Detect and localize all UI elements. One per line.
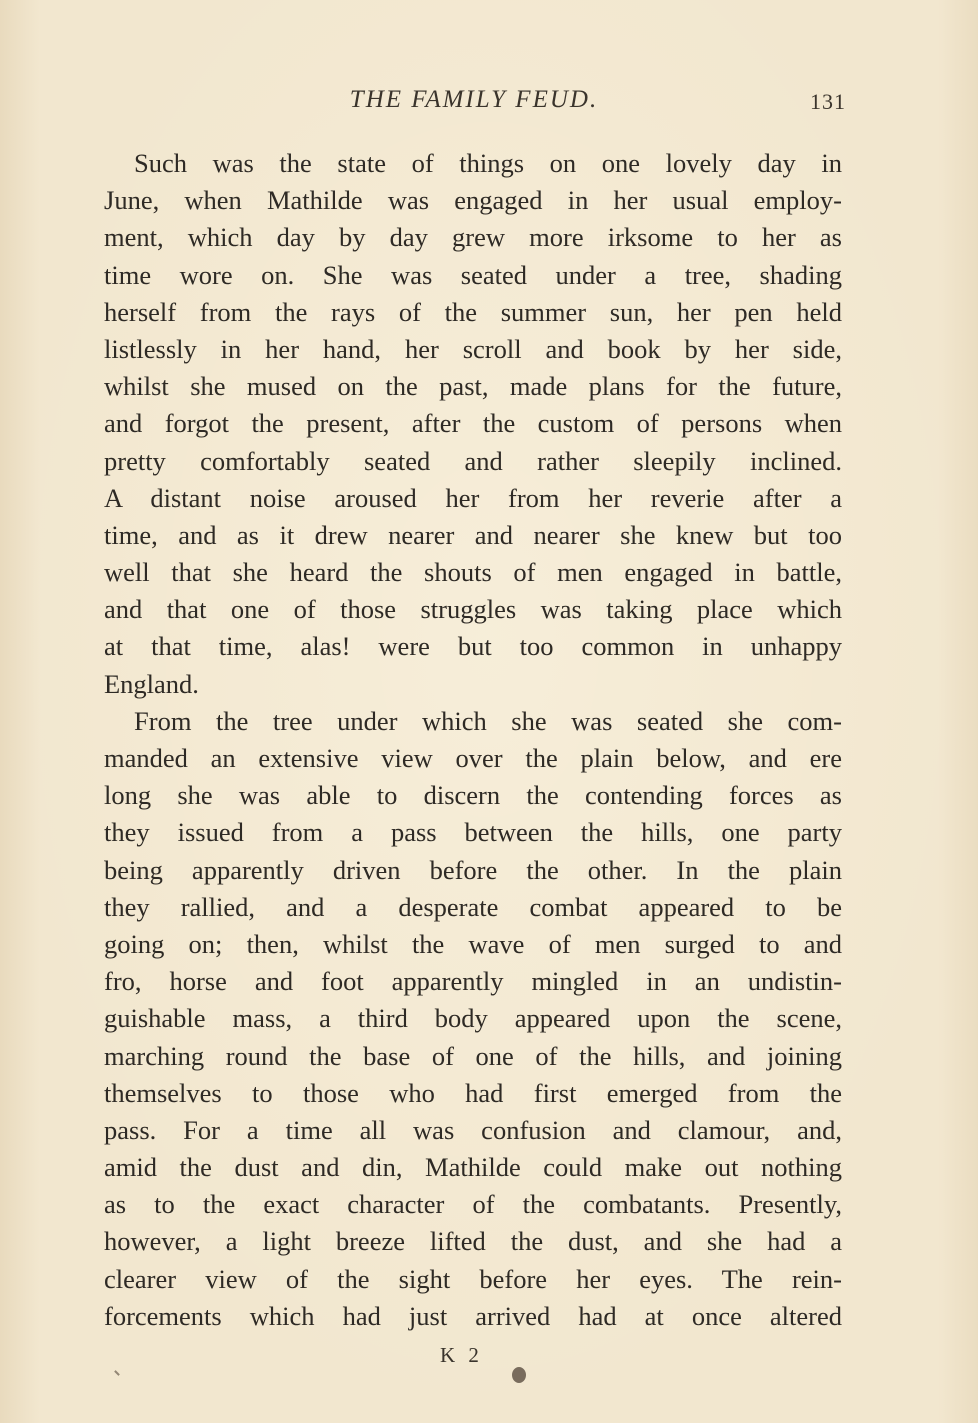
text-line: A distant noise aroused her from her reverie after a [104, 482, 842, 513]
text-line: at that time, alas! were but too common in unhappy [104, 631, 842, 662]
text-line: themselves to those who had first emerged from the [104, 1077, 842, 1108]
text-line: however, a light breeze lifted the dust, and she had a [104, 1226, 842, 1257]
text-line: Such was the state of things on one lovely day in [134, 148, 842, 178]
page-number: 131 [810, 89, 846, 114]
body-text [104, 145, 842, 1335]
text-line: being apparently driven before the other. In the plain [104, 854, 842, 885]
text-line: From the tree under which she was seated she com- [134, 705, 842, 736]
text-line: listlessly in her hand, her scroll and book by her side, [104, 333, 842, 364]
text-line: manded an extensive view over the plain below, and ere [104, 743, 842, 773]
text-line: marching round the base of one of the hills, and joining [104, 1040, 842, 1071]
text-line: clearer view of the sight before her eyes. The rein- [104, 1263, 842, 1294]
text-line: herself from the rays of the summer sun, her pen held [104, 296, 842, 327]
text-line: they rallied, and a desperate combat appeared to be [104, 891, 842, 922]
text-line: time wore on. She was seated under a tree, shading [104, 259, 842, 290]
text-line: guishable mass, a third body appeared upon the scene, [104, 1003, 842, 1034]
running-head [104, 86, 844, 122]
text-line: long she was able to discern the contending forces as [104, 780, 842, 811]
text-line: well that she heard the shouts of men engaged in battle, [104, 557, 842, 588]
text-line: and that one of those struggles was taking place which [104, 594, 842, 625]
text-line: pass. For a time all was confusion and clamour, and, [104, 1114, 842, 1145]
ink-speck [114, 1370, 120, 1376]
text-line: forcements which had just arrived had at once altered [104, 1300, 842, 1331]
text-line: time, and as it drew nearer and nearer she knew but too [104, 519, 842, 550]
text-line: ment, which day by day grew more irksome to her as [104, 222, 842, 253]
text-line: and forgot the present, after the custom of persons when [104, 408, 842, 439]
text-line: June, when Mathilde was engaged in her usual employ- [104, 185, 842, 216]
text-line: fro, horse and foot apparently mingled in an undistin- [104, 966, 842, 997]
text-line: as to the exact character of the combatants. Presently, [104, 1189, 842, 1220]
text-line: they issued from a pass between the hills, one party [104, 817, 842, 848]
text-line: going on; then, whilst the wave of men surged to and [104, 928, 842, 959]
text-line: whilst she mused on the past, made plans for the future, [104, 371, 842, 402]
text-line: pretty comfortably seated and rather sleepily inclined. [104, 445, 842, 476]
text-line: England. [104, 668, 199, 699]
text-line: amid the dust and din, Mathilde could make out nothing [104, 1152, 842, 1183]
running-title: THE FAMILY FEUD. [349, 86, 599, 113]
ink-blot [512, 1367, 526, 1383]
signature-mark: K 2 [440, 1343, 483, 1367]
